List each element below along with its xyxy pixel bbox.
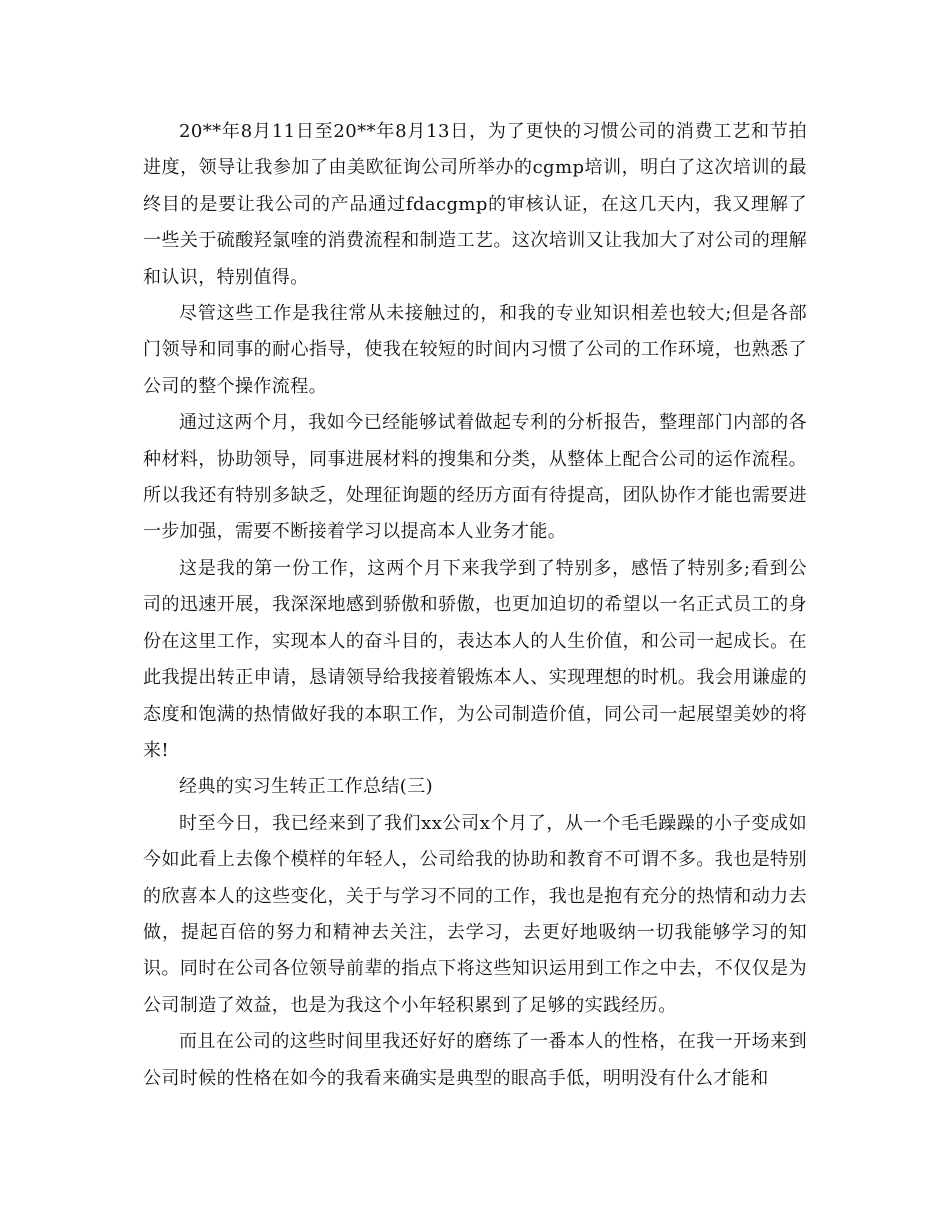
paragraph-two-months: 通过这两个月，我如今已经能够试着做起专利的分析报告，整理部门内部的各种材料，协助领导，同事进展材料的搜集和分类，从整体上配合公司的运作流程。所以我还有特别多缺乏，处理征询题的经历方面有待提高，团队协作才能也需要进一步加强，需要不断接着学习以提高本人业务才能。 [143,412,807,543]
section-heading: 经典的实习生转正工作总结(三) [179,776,434,798]
document-body [143,114,807,1097]
paragraph-guidance: 尽管这些工作是我往常从未接触过的，和我的专业知识相差也较大;但是各部门领导和同事的耐心指导，使我在较短的时间内习惯了公司的工作环境，也熟悉了公司的整个操作流程。 [143,303,807,397]
paragraph-first-job: 这是我的第一份工作，这两个月下来我学到了特别多，感悟了特别多;看到公司的迅速开展，我深深地感到骄傲和骄傲，也更加迫切的希望以一名正式员工的身份在这里工作，实现本人的奋斗目的，表达本人的人生价值，和公司一起成长。在此我提出转正申请，恳请领导给我接着锻炼本人、实现理想的时机。我会用谦虚的态度和饱满的热情做好我的本职工作，为公司制造价值，同公司一起展望美妙的将来! [143,557,807,761]
paragraph-character: 而且在公司的这些时间里我还好好的磨练了一番本人的性格，在我一开场来到公司时候的性格在如今的我看来确实是典型的眼高手低，明明没有什么才能和 [143,1031,807,1089]
paragraph-changes: 时至今日，我已经来到了我们xx公司x个月了，从一个毛毛躁躁的小子变成如今如此看上去像个模样的年轻人，公司给我的协助和教育不可谓不多。我也是特别的欣喜本人的这些变化，关于与学习不同的工作，我也是抱有充分的热情和动力去做，提起百倍的努力和精神去关注，去学习，去更好地吸纳一切我能够学习的知识。同时在公司各位领导前辈的指点下将这些知识运用到工作之中去，不仅仅是为公司制造了效益，也是为我这个小年轻积累到了足够的实践经历。 [143,812,807,1016]
paragraph-training: 20**年8月11日至20**年8月13日，为了更快的习惯公司的消费工艺和节拍进度，领导让我参加了由美欧征询公司所举办的cgmp培训，明白了这次培训的最终目的是要让我公司的产品通过fdacgmp的审核认证，在这几天内，我又理解了一些关于硫酸羟氯喹的消费流程和制造工艺。这次培训又让我加大了对公司的理解和认识，特别值得。 [143,121,807,288]
